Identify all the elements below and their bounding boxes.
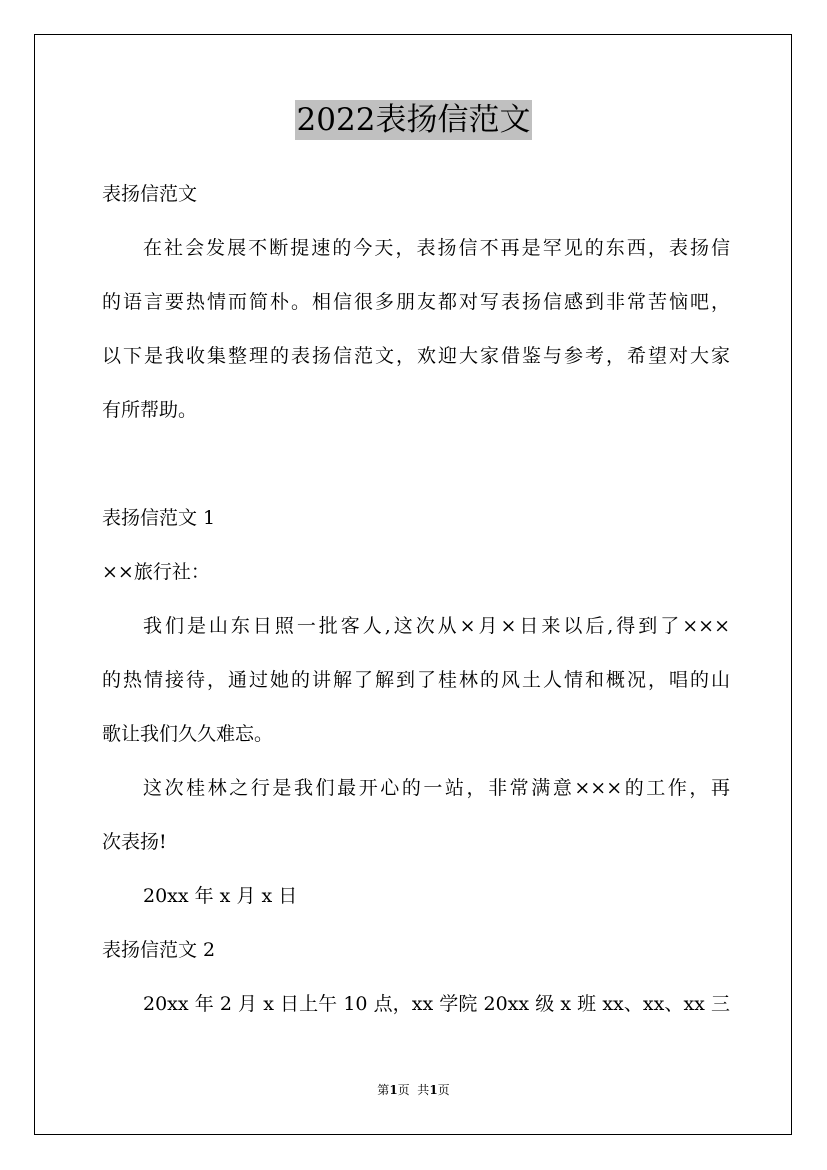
footer-page-total: 1 <box>429 1083 438 1097</box>
letter-body-line-3: 歌让我们久久难忘。 <box>102 723 274 745</box>
footer-page-suffix: 页 <box>437 1083 450 1097</box>
title-container <box>0 100 827 140</box>
letter-body-line-1: 我们是山东日照一批客人,这次从×月×日来以后,得到了××× <box>143 615 730 637</box>
letter-date: 20xx 年 x 月 x 日 <box>143 885 298 907</box>
intro-paragraph-line-3: 以下是我收集整理的表扬信范文，欢迎大家借鉴与参考，希望对大家 <box>102 345 730 367</box>
intro-paragraph-line-2: 的语言要热情而简朴。相信很多朋友都对写表扬信感到非常苦恼吧， <box>102 291 730 313</box>
page-footer <box>0 1082 827 1098</box>
footer-page-prefix: 第 <box>377 1083 390 1097</box>
letter-body-line-2: 的热情接待，通过她的讲解了解到了桂林的风土人情和概况，唱的山 <box>102 669 730 691</box>
footer-page-current: 1 <box>389 1083 398 1097</box>
footer-page-mid: 页 共 <box>397 1083 430 1097</box>
section-heading-sample-1: 表扬信范文 1 <box>102 507 216 529</box>
letter-body-line-5: 次表扬! <box>102 831 167 853</box>
intro-paragraph-line-1: 在社会发展不断提速的今天，表扬信不再是罕见的东西，表扬信 <box>143 237 730 259</box>
letter-body-line-4: 这次桂林之行是我们最开心的一站，非常满意×××的工作，再 <box>143 777 730 799</box>
letter-salutation: ××旅行社： <box>102 561 210 583</box>
section-heading-sample-2: 表扬信范文 2 <box>102 939 216 961</box>
document-title: 2022表扬信范文 <box>296 102 531 138</box>
intro-paragraph-line-4: 有所帮助。 <box>102 399 198 421</box>
section-heading-intro: 表扬信范文 <box>102 183 198 205</box>
sample-2-body-line-1: 20xx 年 2 月 x 日上午 10 点，xx 学院 20xx 级 x 班 xx、xx、xx 三 <box>143 993 730 1015</box>
